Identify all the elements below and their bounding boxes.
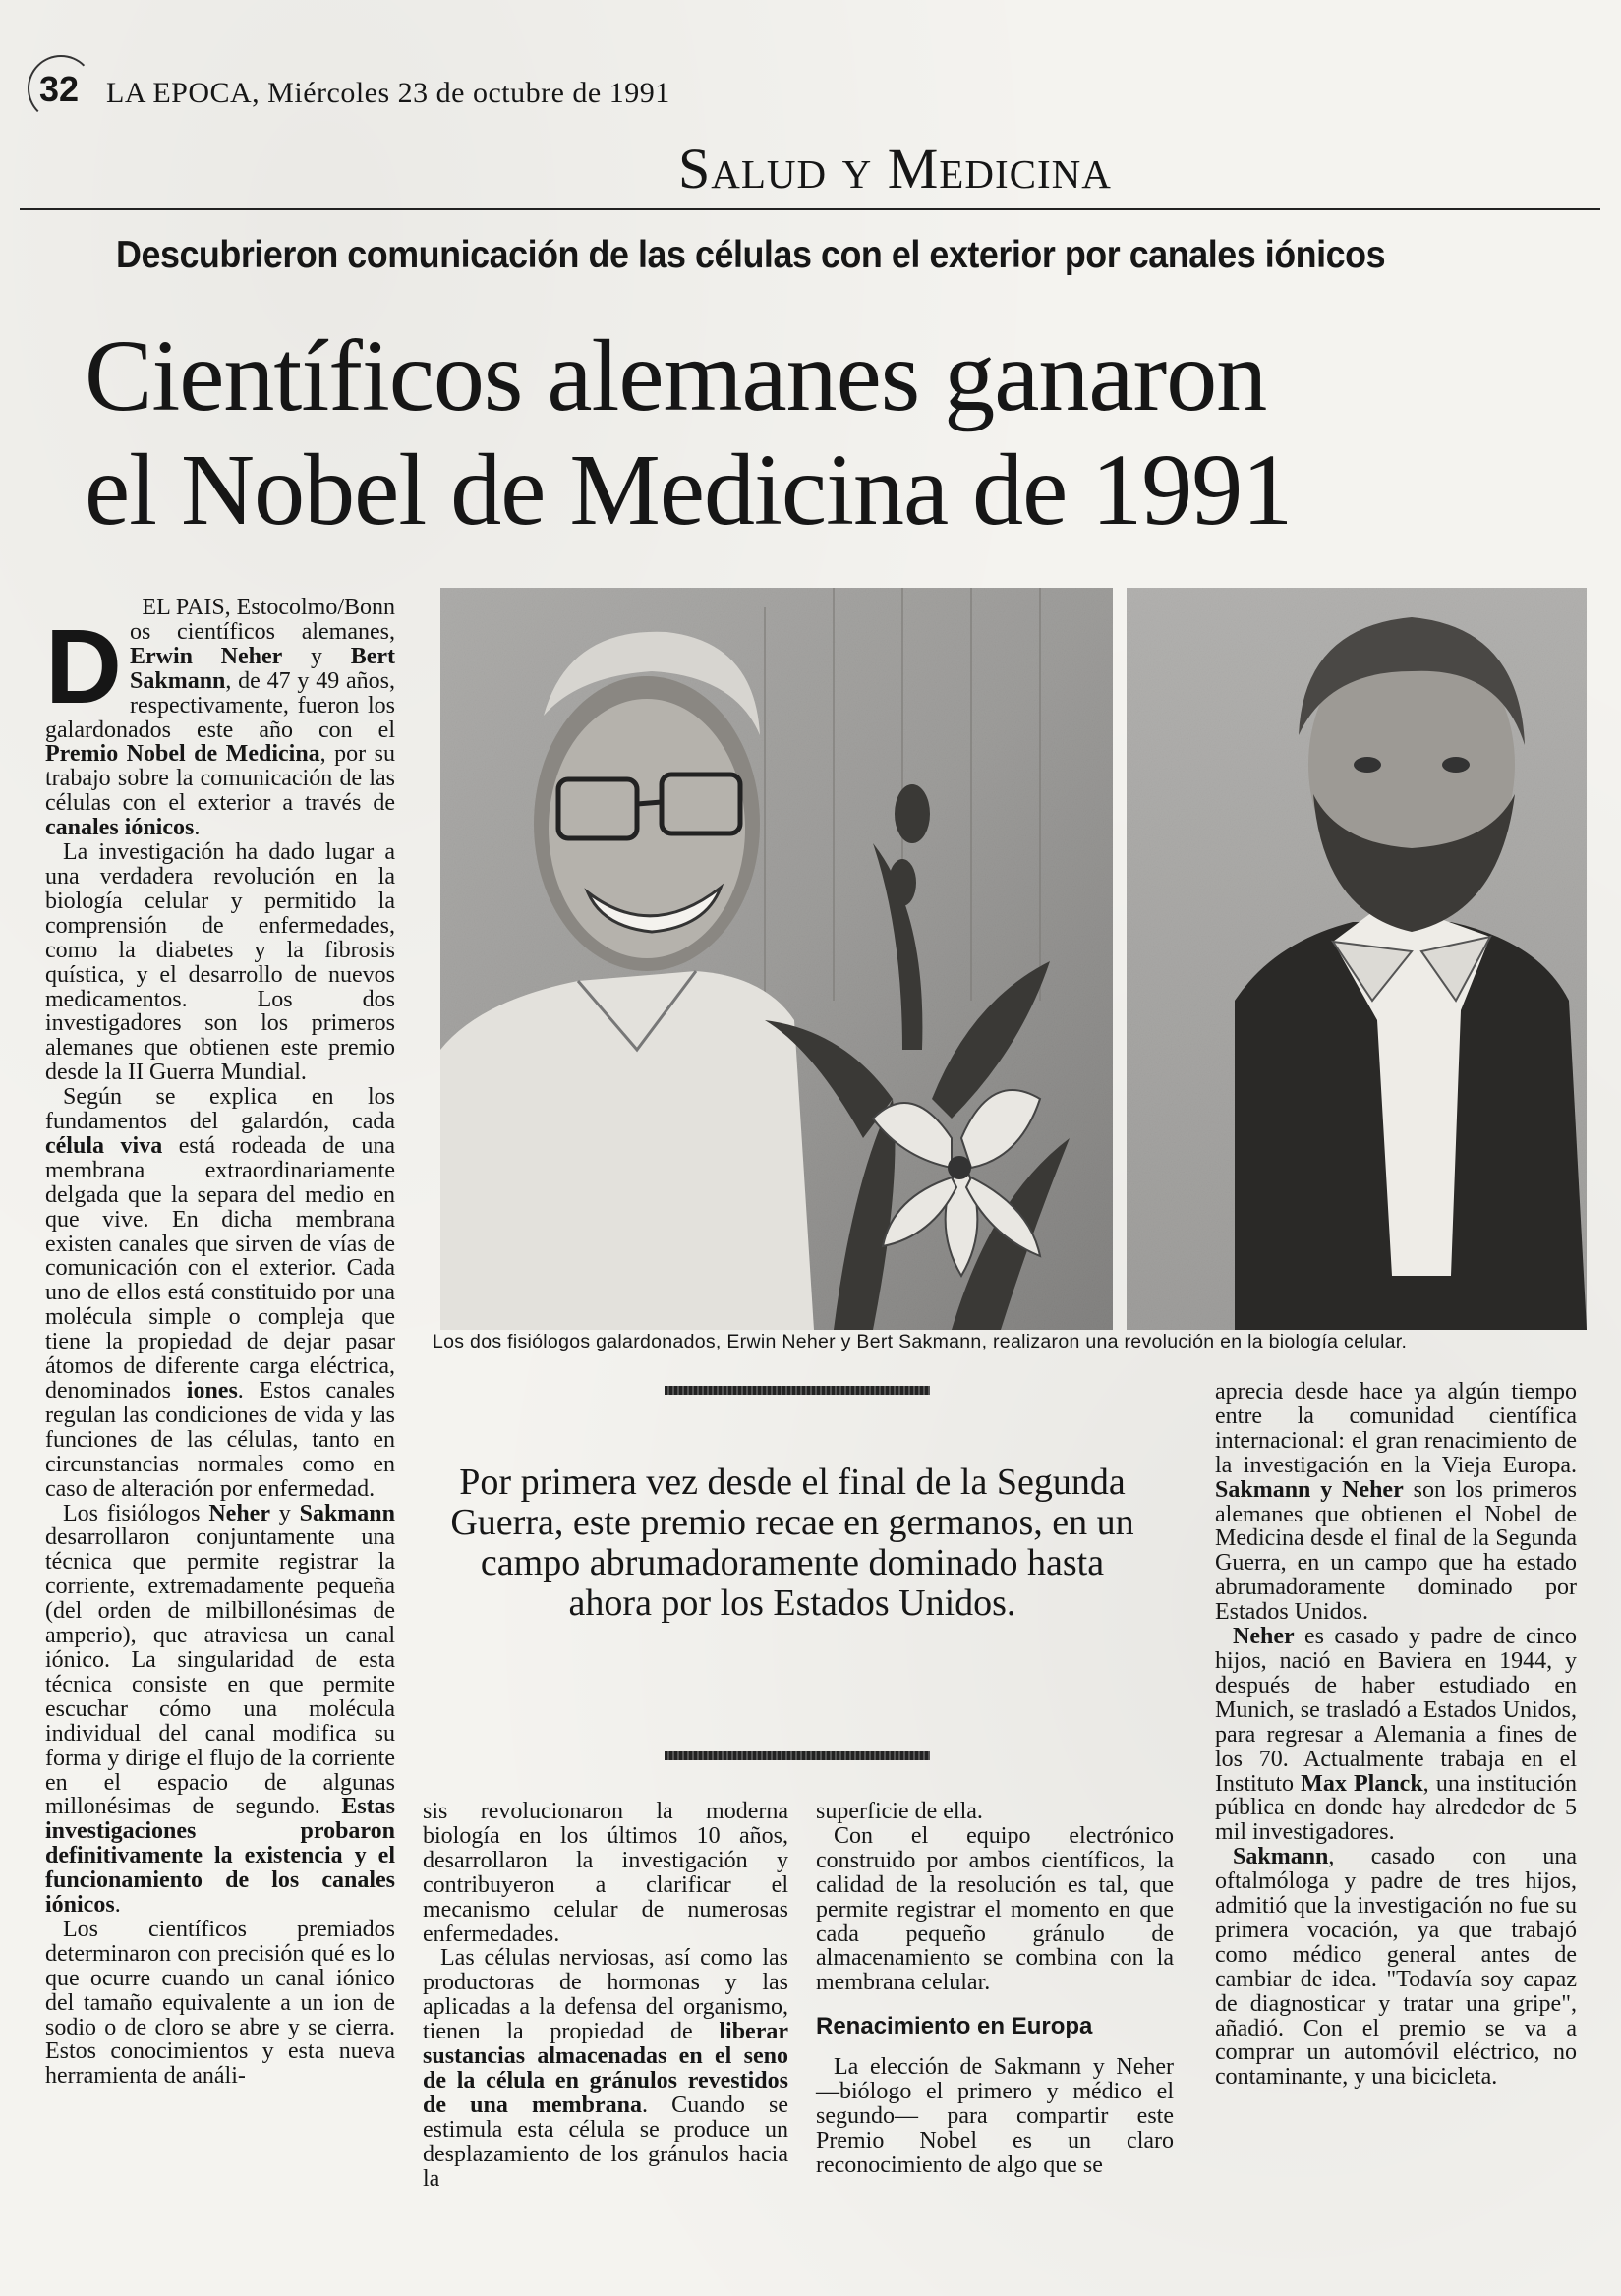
paragraph: La investigación ha dado lugar a una verdadera revolución en la biología celular y permitido la comprensión de enfermedades, como la diabetes y la fibrosis quística, y el desarrollo de nuevos medicamentos. Los dos investigadores son los primeros alemanes que obtienen este premio desde la II Guerra Mundial.	[45, 839, 395, 1086]
paragraph: Los fisiólogos Neher y Sakmann desarrollaron conjuntamente una técnica que permite registrar la corriente, extremadamente pequeña (del orden de milbillonésimas de amperio), que atraviesa un canal iónico. La singularidad de esta técnica consiste en que permite escuchar cómo una molécula individual del canal modifica su forma y dirige el flujo de la corriente en el espacio de algunas millonésimas de segundo. Estas investigaciones probaron definitivamente la existencia y el funcionamiento de los canales iónicos.	[45, 1500, 395, 1919]
photo-erwin-neher	[440, 588, 1113, 1330]
section-title: Salud y Medicina	[678, 137, 1112, 201]
column-3	[816, 1800, 1174, 2178]
byline: EL PAIS, Estocolmo/Bonn	[142, 595, 395, 620]
subhead-renacimiento: Renacimiento en Europa	[816, 2013, 1093, 2040]
photo-caption: Los dos fisiólogos galardonados, Erwin Neher y Bert Sakmann, realizaron una revolución en la biología celular.	[433, 1331, 1408, 1352]
paragraph: Los científicos premiados determinaron con precisión qué es lo que ocurre cuando un canal iónico del tamaño equivalente a un ion de sodio o de cloro se abre y se cierra. Estos conocimientos y esta nueva herramienta de análi-	[45, 1916, 395, 2090]
lead-paragraph: Dos científicos alemanes, Erwin Neher y Bert Sakmann, de 47 y 49 años, respectivamente, fueron los galardonados este año con el Premio Nobel de Medicina, por su trabajo sobre la comunicación de las células con el exterior a través de canales iónicos.	[45, 605, 395, 841]
headline-line-2: el Nobel de Medicina de 1991	[85, 433, 1293, 546]
headline	[85, 319, 1292, 547]
paragraph: Las células nerviosas, así como las productoras de hormonas y las aplicadas a la defensa del organismo, tienen la propiedad de liberar sustancias almacenadas en el seno de la célula en gránulos revestidos de una membrana. Cuando se estimula esta célula se produce un desplazamiento de los gránulos hacia la	[423, 1945, 788, 2192]
headline-line-1: Científicos alemanes ganaron	[85, 319, 1267, 432]
photo-bert-sakmann	[1127, 588, 1587, 1330]
column-4	[1215, 1380, 1577, 2090]
paragraph: Según se explica en los fundamentos del galardón, cada célula viva está rodeada de una membrana extraordinariamente delgada que la separa del medio en que vive. En dicha membrana existen canales que sirven de vías de comunicación con el exterior. Cada uno de ellos está constituido por una molécula simple o compleja que tiene la propiedad de dejar pasar átomos de diferente carga eléctrica, denominados iones. Estos canales regulan las condiciones de vida y las funciones de las células, tanto en circunstancias normales como en caso de alteración por enfermedad.	[45, 1084, 396, 1502]
page-number-circle	[28, 55, 94, 122]
photo-neher-image	[440, 588, 1113, 1330]
photo-sakmann-image	[1127, 588, 1587, 1330]
paragraph: Sakmann, casado con una oftalmóloga y padre de tres hijos, admitió que la investigación no fue su primera vocación, ya que trabajó como médico general antes de cambiar de idea. "Todavía soy capaz de diagnosticar y tratar una gripe", añadió. Con el premio se va a comprar un automóvil eléctrico, no contaminante, y una bicicleta.	[1215, 1844, 1577, 2091]
header-rule	[20, 208, 1600, 210]
divider-upper	[665, 1386, 930, 1395]
paragraph: Con el equipo electrónico construido por ambos científicos, la calidad de la resolución es tal, que permite registrar el momento en que cada pequeño gránulo de almacenamiento se combina con la membrana celular.	[816, 1822, 1174, 1996]
paragraph: La elección de Sakmann y Neher —biólogo el primero y médico el segundo— para compartir este Premio Nobel es un claro reconocimiento de algo que se	[816, 2054, 1174, 2178]
column-2	[423, 1800, 788, 2192]
pull-quote: Por primera vez desde el final de la Segunda Guerra, este premio recae en germanos, en un campo abrumadoramente dominado hasta ahora por los Estados Unidos.	[450, 1462, 1134, 1624]
kicker: Descubrieron comunicación de las células con el exterior por canales iónicos	[116, 234, 1386, 276]
masthead-date: LA EPOCA, Miércoles 23 de octubre de 1991	[106, 77, 670, 109]
page-number: 32	[39, 69, 79, 110]
drop-cap: D	[45, 605, 122, 725]
paragraph: Neher es casado y padre de cinco hijos, nació en Baviera en 1944, y después de haber estudiado en Munich, se trasladó a Estados Unidos, para regresar a Alemania a fines de los 70. Actualmente trabaja en el Instituto Max Planck, una institución pública en donde hay alrededor de 5 mil investigadores.	[1215, 1624, 1577, 1846]
photo-block	[440, 588, 1587, 1330]
divider-lower	[665, 1751, 930, 1760]
column-1	[45, 596, 395, 2089]
paragraph: sis revolucionaron la moderna biología en los últimos 10 años, desarrollaron la investigación y contribuyeron a clarificar el mecanismo celular de numerosas enfermedades.	[423, 1799, 788, 1947]
paragraph: superficie de ella.	[816, 1799, 983, 1824]
paragraph: aprecia desde hace ya algún tiempo entre la comunidad científica internacional: el gran renacimiento de la investigación en la Vieja Europa. Sakmann y Neher son los primeros alemanes que obtienen el Nobel de Medicina desde el final de la Segunda Guerra, en un campo que ha estado abrumadoramente dominado por Estados Unidos.	[1215, 1379, 1577, 1626]
